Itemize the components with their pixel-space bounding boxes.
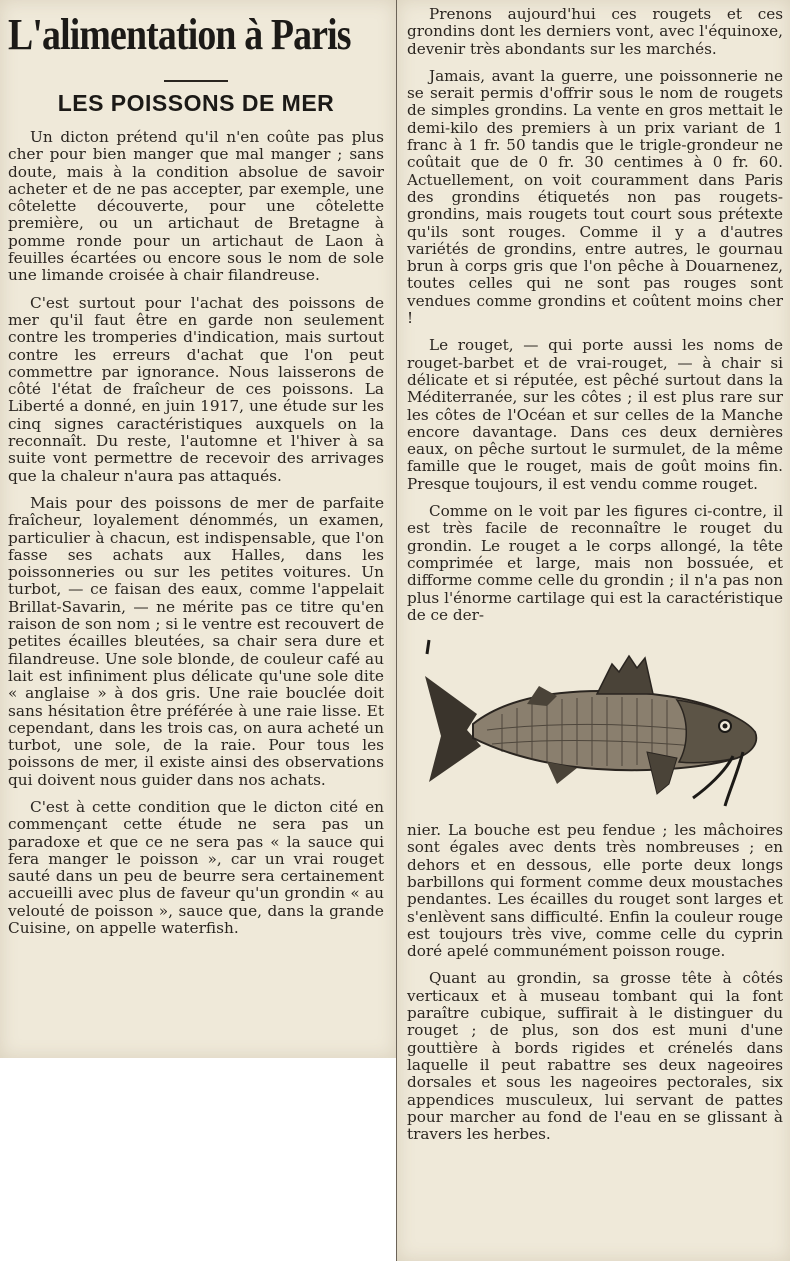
dorsal-fin xyxy=(597,656,653,694)
right-clipping xyxy=(396,0,790,1261)
red-mullet-fish-illustration xyxy=(407,634,783,814)
pectoral-fin xyxy=(647,752,677,794)
paragraph: Le rouget, — qui porte aussi les noms de rouget-barbet et de vrai-rouget, — à chair si délicate et si réputée, est pêché surtout dans la Méditerranée, sur les côtes ; il est plus rare sur les côtes de l'Océan et sur celles de la Manche encore davantage. Dans ces deux dernières eaux, on pêche surtout le surmulet, de la même famille que le rouget, mais de goût moins fin. Presque toujours, il est vendu comme rouget. xyxy=(407,336,783,493)
right-column xyxy=(407,0,783,1153)
paragraph: Mais pour des poissons de mer de parfaite fraîcheur, loyalement dénommés, un examen, particulier à chacun, est indispensable, que l'on fasse ses achats aux Halles, dans les poissonneries ou sur les petites voitures. Un turbot, — ce faisan des eaux, comme l'appelait Brillat-Savarin, — ne mérite pas ce titre qu'en raison de son nom ; si le ventre est recouvert de petites écailles bleutées, sa chair sera dure et filandreuse. Une sole blonde, de couleur café au lait est infiniment plus délicate qu'une sole dite « anglaise » à dos gris. Une raie bouclée doit sans hésitation être préférée à une raie lisse. Et cependant, dans les trois cas, on aura acheté un turbot, une sole, de la raie. Pour tous les poissons de mer, il existe ainsi des observations qui doivent nous guider dans nos achats. xyxy=(8,493,384,789)
paragraph: C'est surtout pour l'achat des poissons de mer qu'il faut être en garde non seulement contre les tromperies d'indication, mais surtout contre les erreurs d'achat que l'on peut commettre par ignorance. Nous laisserons de côté l'état de fraîcheur de ces poissons. La Liberté a donné, en juin 1917, une étude sur les cinq signes caractéristiques auxquels on la reconnaît. Du reste, l'automne et l'hiver à sa suite vont permettre de recevoir des arrivages que la chaleur n'aura pas attaqués. xyxy=(8,293,384,485)
paragraph: Prenons aujourd'hui ces rougets et ces grondins dont les derniers vont, avec l'équinoxe, devenir très abondants sur les marchés. xyxy=(407,5,783,58)
title-divider xyxy=(164,80,228,82)
paragraph: C'est à cette condition que le dicton cité en commençant cette étude ne sera pas un paradoxe et que ce ne sera pas « la sauce qui fera manger le poisson », car un vrai rouget sauté dans un peu de beurre sera certainement accueilli avec plus de faveur qu'un grondin « au velouté de poisson », sauce que, dans la grande Cuisine, on appelle waterfish. xyxy=(8,797,384,938)
paragraph: Un dicton prétend qu'il n'en coûte pas plus cher pour bien manger que mal manger ; sans doute, mais à la condition absolue de savoir acheter et de ne pas accepter, par exemple, une côtelette découverte, pour une côtelette première, ou un artichaut de Bretagne à pomme ronde pour un artichaut de Laon à feuilles écartées ou encore sous le nom de sole une limande croisée à chair filandreuse. xyxy=(8,128,384,285)
paragraph: nier. La bouche est peu fendue ; les mâchoires sont égales avec dents très nombreuses ; en dehors et en dessous, elle porte deux longs barbillons qui forment comme deux moustaches pendantes. Les écailles du rouget sont larges et s'enlèvent sans difficulté. Enfin la couleur rouge est toujours très vive, comme celle du cyprin doré apelé communément poisson rouge. xyxy=(407,821,783,961)
paragraph: Jamais, avant la guerre, une poissonnerie ne se serait permis d'offrir sous le nom de rougets de simples grondins. La vente en gros mettait le demi-kilo des premiers à un prix variant de 1 franc à 1 fr. 50 tandis que le trigle-grondeur ne coûtait que de 0 fr. 30 centimes à 0 fr. 60. Actuellement, on voit couramment dans Paris des grondins étiquetés non pas rougets-grondins, mais rougets tout court sous prétexte qu'ils sont rouges. Comme il y a d'autres variétés de grondins, entre autres, le gournau brun à corps gris que l'on pêche à Douarnenez, toutes celles qui ne sont pas rouges sont vendues comme grondins et coûtent moins cher ! xyxy=(407,66,783,328)
print-speck xyxy=(427,640,429,654)
fish-figure xyxy=(407,634,783,814)
paragraph: Comme on le voit par les figures ci-contre, il est très facile de reconnaître le rouget du grondin. Le rouget a le corps allongé, la tête comprimée et large, mais non bossuée, et difforme comme celle du grondin ; il n'a pas non plus l'énorme cartilage qui est la caractéristique de ce der- xyxy=(407,502,783,624)
left-clipping xyxy=(0,0,396,1058)
left-column xyxy=(8,0,384,947)
article-title: L'alimentation à Paris xyxy=(8,10,351,59)
fish-head xyxy=(677,700,756,763)
paragraph: Quant au grondin, sa grosse tête à côtés verticaux et à museau tombant qui la font paraître cubique, suffirait à le distinguer du rouget ; de plus, son dos est muni d'une gouttière à bords rigides et crénelés dans laquelle il peut rabattre ses deux nageoires dorsales et sous les nageoires pectorales, six appendices musculeux, lui servant de pattes pour marcher au fond de l'eau en se glissant à travers les herbes. xyxy=(407,969,783,1144)
article-subtitle: LES POISSONS DE MER xyxy=(57,90,335,116)
